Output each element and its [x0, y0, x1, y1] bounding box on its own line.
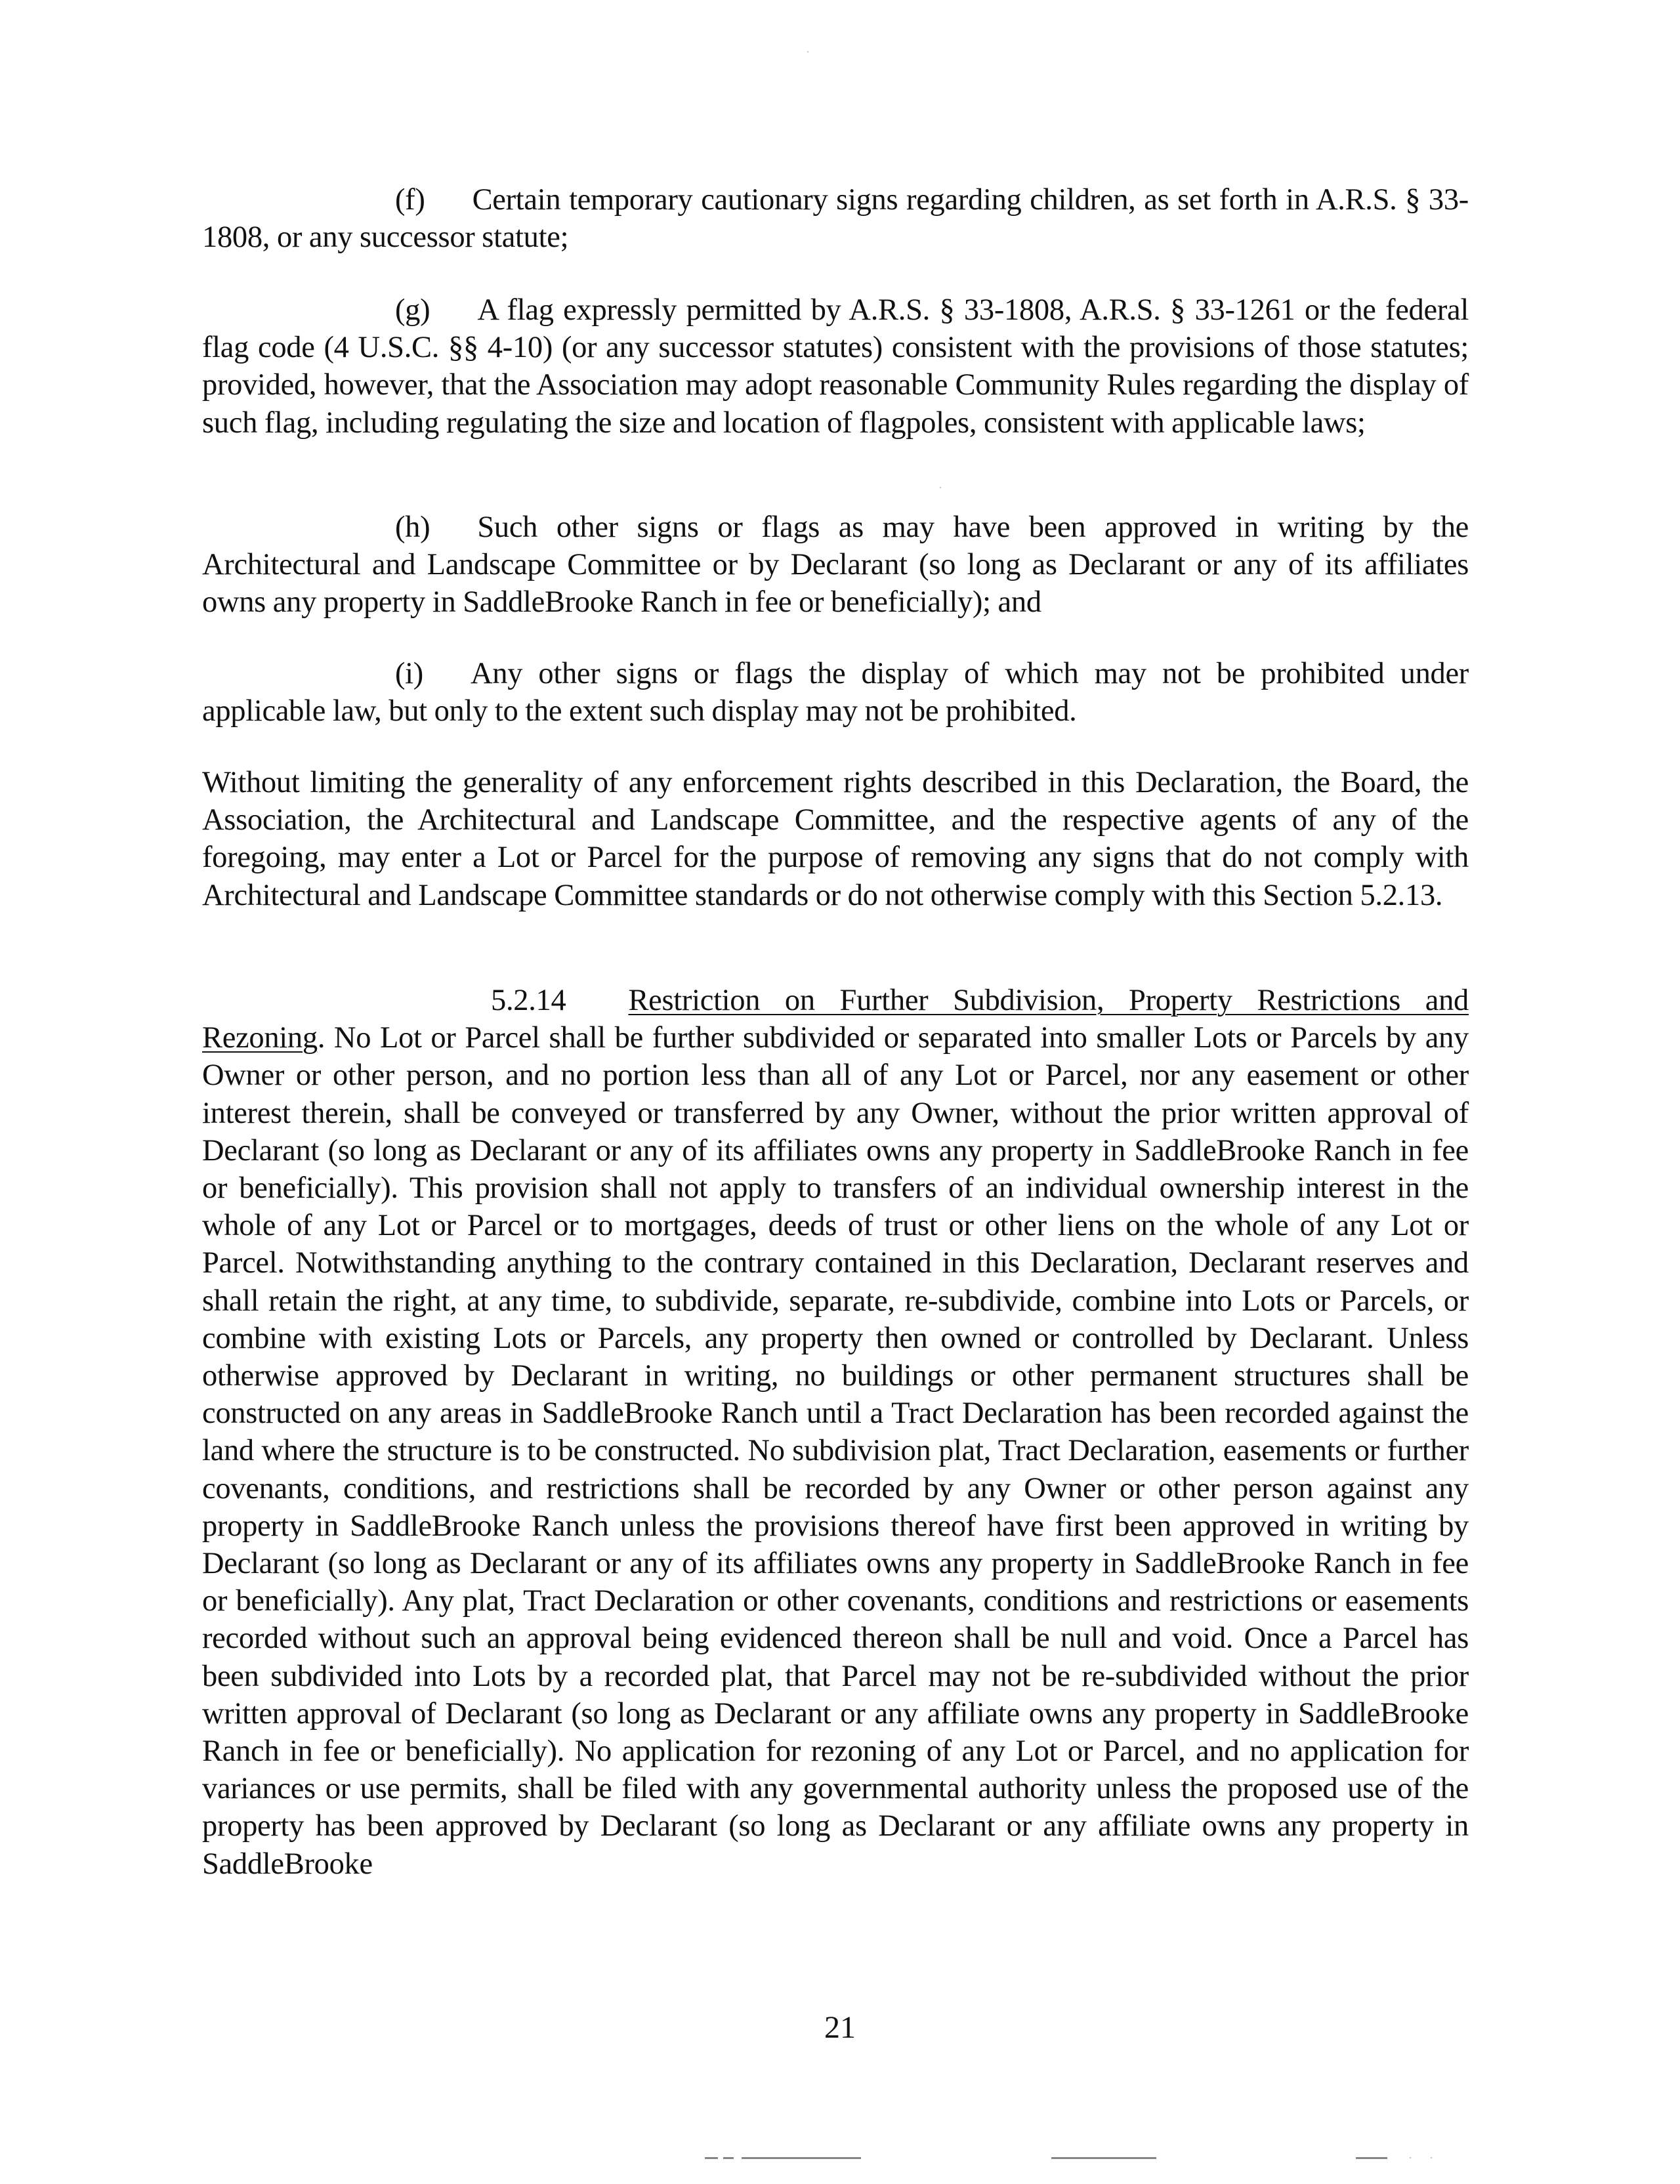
- section-body: No Lot or Parcel shall be further subdivided or separated into smaller Lots or Parcels by any Owner or other person, and no portion less than all of any Lot or Parcel, nor any easement or other interest therein, shall be conveyed or transferred by any Owner, without the prior written approval of Declarant (so long as Declarant or any of its affiliates owns any property in SaddleBrooke Ranch in fee or beneficially). This provision shall not apply to transfers of an individual ownership interest in the whole of any Lot or Parcel or to mortgages, deeds of trust or other liens on the whole of any Lot or Parcel. Notwithstanding anything to the contrary contained in this Declaration, Declarant reserves and shall retain the right, at any time, to subdivide, separate, re-subdivide, combine into Lots or Parcels, or combine with existing Lots or Parcels, any property then owned or controlled by Declarant. Unless otherwise approved by Declarant in writing, no buildings or other permanent structures shall be constructed on any areas in SaddleBrooke Ranch until a Tract Declaration has been recorded against the land where the structure is to be constructed. No subdivision plat, Tract Declaration, easements or further covenants, conditions, and restrictions shall be recorded by any Owner or other person against any property in SaddleBrooke Ranch unless the provisions thereof have first been approved in writing by Declarant (so long as Declarant or any of its affiliates owns any property in SaddleBrooke Ranch in fee or beneficially). Any plat, Tract Declaration or other covenants, conditions and restrictions or easements recorded without such an approval being evidenced thereon shall be null and void. Once a Parcel has been subdivided into Lots by a recorded plat, that Parcel may not be re-subdivided without the prior written approval of Declarant (so long as Declarant or any affiliate owns any property in SaddleBrooke Ranch in fee or beneficially). No application for rezoning of any Lot or Parcel, and no application for variances or use permits, shall be filed with any governmental authority unless the proposed use of the property has been approved by Declarant (so long as Declarant or any affiliate owns any property in SaddleBrooke: [202, 1021, 1469, 1881]
- item-g-label: (g): [395, 293, 430, 327]
- scan-artifact: [1356, 2157, 1387, 2159]
- page-number: 21: [824, 2010, 856, 2045]
- item-i-paragraph: [202, 655, 1469, 730]
- section-heading: Restriction on Further Subdivision, Property Restrictions and Rezoning: [202, 984, 1469, 1055]
- item-g-text: A flag expressly permitted by A.R.S. § 33-1808, A.R.S. § 33-1261 or the federal flag code (4 U.S.C. §§ 4-10) (or any successor statutes) consistent with the provisions of those statutes; provided, however, that the Association may adopt reasonable Community Rules regarding the display of such flag, including regulating the size and location of flagpoles, consistent with applicable laws;: [202, 293, 1469, 440]
- scan-artifact: [940, 487, 941, 488]
- scan-artifact: [807, 51, 808, 52]
- item-i-text: Any other signs or flags the display of which may not be prohibited under applicable law, but only to the extent such display may not be prohibited.: [202, 657, 1469, 728]
- item-h-label: (h): [395, 511, 430, 544]
- section-number: 5.2.14: [491, 984, 566, 1017]
- scan-artifact: [1051, 2157, 1156, 2159]
- item-h-text: Such other signs or flags as may have been approved in writing by the Architectural and Landscape Committee or by Declarant (so long as Declarant or any of its affiliates owns any property in SaddleBrooke Ranch in fee or beneficially); and: [202, 511, 1469, 620]
- enforcement-paragraph: Without limiting the generality of any enforcement rights described in this Declaration, the Board, the Association, the Architectural and Landscape Committee, and the respective agents of any of the foregoing, may enter a Lot or Parcel for the purpose of removing any signs that do not comply with Architectural and Landscape Committee standards or do not otherwise comply with this Section 5.2.13.: [202, 766, 1469, 912]
- item-f-paragraph: [202, 181, 1469, 256]
- scan-artifact: [742, 2157, 861, 2159]
- item-h-paragraph: [202, 509, 1469, 621]
- item-i-label: (i): [395, 657, 423, 690]
- item-g-paragraph: [202, 291, 1469, 442]
- section-heading-period: .: [317, 1021, 326, 1055]
- scan-artifact: [705, 2157, 718, 2159]
- scan-artifact: [1431, 2157, 1432, 2158]
- scan-artifact: [723, 2157, 734, 2159]
- scan-artifact: [1410, 2157, 1411, 2158]
- section-5-2-14-paragraph: [202, 982, 1469, 1883]
- item-f-label: (f): [395, 183, 425, 217]
- item-f-text: Certain temporary cautionary signs regarding children, as set forth in A.R.S. § 33-1808, or any successor statute;: [202, 183, 1469, 255]
